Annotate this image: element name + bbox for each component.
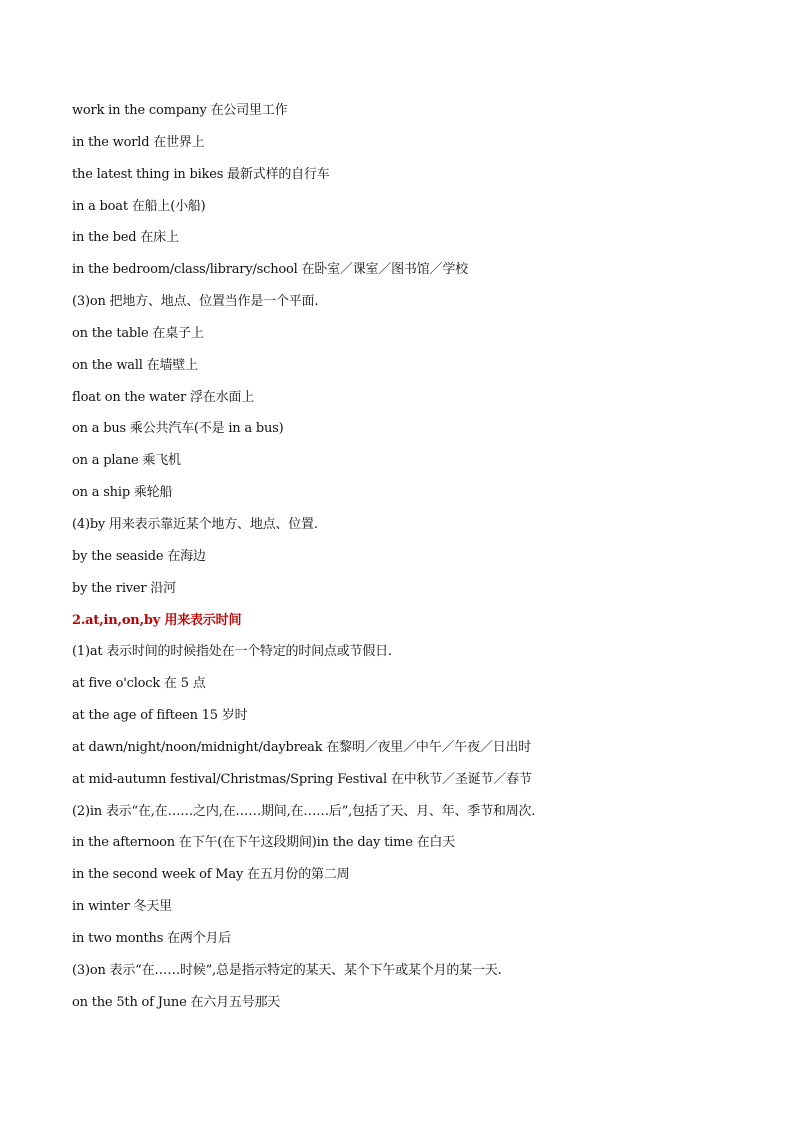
text-line: the latest thing in bikes 最新式样的自行车 bbox=[72, 166, 330, 182]
text-line: on a ship 乘轮船 bbox=[72, 485, 173, 501]
text-line: by the seaside 在海边 bbox=[72, 548, 206, 564]
section-heading: 2.at,in,on,by 用来表示时间 bbox=[72, 612, 242, 628]
text-line: on the table 在桌子上 bbox=[72, 325, 204, 341]
text-line: in two months 在两个月后 bbox=[72, 930, 232, 946]
text-line: (4)by 用来表示靠近某个地方、地点、位置. bbox=[72, 516, 318, 532]
text-line: in the bed 在床上 bbox=[72, 230, 179, 246]
text-line: (3)on 把地方、地点、位置当作是一个平面. bbox=[72, 294, 319, 310]
text-line: on a bus 乘公共汽车(不是 in a bus) bbox=[72, 421, 284, 437]
text-line: in the bedroom/class/library/school 在卧室／课室／图书馆／学校 bbox=[72, 262, 468, 278]
text-line: on a plane 乘飞机 bbox=[72, 453, 181, 469]
text-line: work in the company 在公司里工作 bbox=[72, 103, 288, 118]
text-line: at mid-autumn festival/Christmas/Spring Festival 在中秋节／圣诞节／春节 bbox=[72, 771, 532, 787]
text-line: on the wall 在墙壁上 bbox=[72, 357, 198, 373]
text-line: in the afternoon 在下午(在下午这段期间)in the day time 在白天 bbox=[72, 835, 456, 851]
text-line: by the river 沿河 bbox=[72, 580, 176, 596]
text-line: in a boat 在船上(小船) bbox=[72, 198, 206, 214]
text-line: on the 5th of June 在六月五号那天 bbox=[72, 994, 281, 1010]
text-line: at the age of fifteen 15 岁时 bbox=[72, 708, 248, 724]
text-line: (3)on 表示“在……时候”,总是指示特定的某天、某个下午或某个月的某一天. bbox=[72, 962, 502, 978]
text-line: float on the water 浮在水面上 bbox=[72, 389, 254, 405]
text-line: in winter 冬天里 bbox=[72, 899, 172, 915]
text-line: in the second week of May 在五月份的第二周 bbox=[72, 867, 350, 883]
text-line: at five o'clock 在 5 点 bbox=[72, 676, 206, 692]
text-line: in the world 在世界上 bbox=[72, 134, 205, 150]
text-line: at dawn/night/noon/midnight/daybreak 在黎明／夜里／中午／午夜／日出时 bbox=[72, 739, 532, 755]
document-body bbox=[72, 101, 752, 1024]
text-line: (2)in 表示“在,在……之内,在……期间,在……后”,包括了天、月、年、季节和周次. bbox=[72, 803, 536, 819]
text-line: (1)at 表示时间的时候指处在一个特定的时间点或节假日. bbox=[72, 644, 392, 660]
